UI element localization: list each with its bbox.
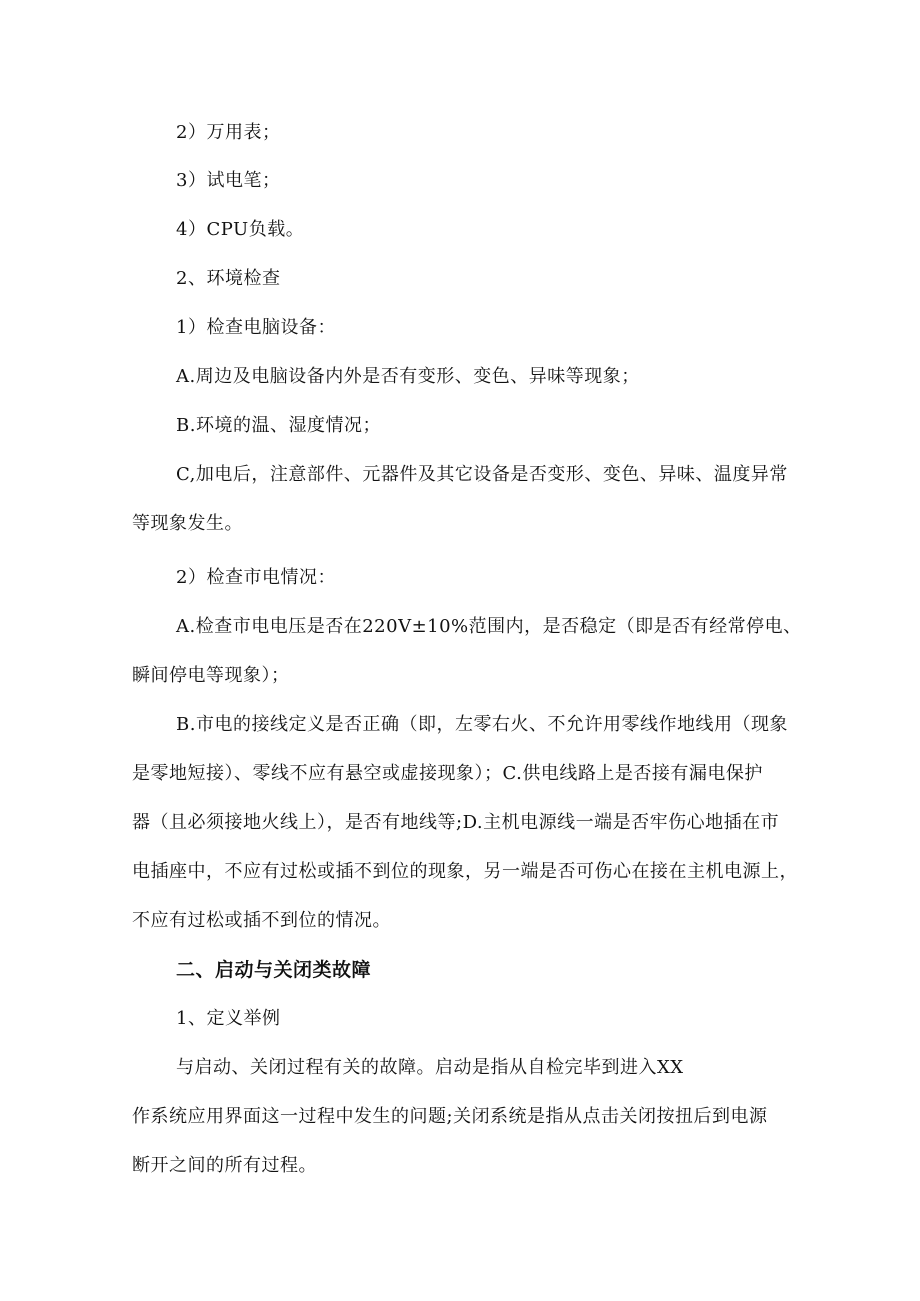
paragraph-line: 与启动、关闭过程有关的故障。启动是指从自检完毕到进入XX [176, 1057, 684, 1078]
paragraph-line: 等现象发生。 [132, 513, 243, 534]
paragraph-line: 是零地短接）、零线不应有悬空或虚接现象）；C.供电线路上是否接有漏电保护 [132, 763, 763, 784]
paragraph-line: B.市电的接线定义是否正确（即，左零右火、不允许用零线作地线用（现象 [176, 714, 788, 735]
paragraph-line: A.周边及电脑设备内外是否有变形、变色、异味等现象； [176, 366, 640, 387]
paragraph-line: C,加电后，注意部件、元器件及其它设备是否变形、变色、异味、温度异常 [176, 464, 788, 485]
paragraph-line: A.检查市电电压是否在220V±10%范围内，是否稳定（即是否有经常停电、 [176, 616, 802, 637]
chapter-heading: 二、启动与关闭类故障 [176, 959, 372, 981]
paragraph-line: 不应有过松或插不到位的情况。 [132, 910, 391, 931]
paragraph-line: 瞬间停电等现象）； [132, 665, 290, 686]
paragraph-line: 器（且必须接地火线上），是否有地线等;D.主机电源线一端是否牢伤心地插在市 [132, 812, 780, 833]
section-definition-examples: 1、定义举例 [176, 1008, 281, 1029]
list-item-test-pen: 3）试电笔； [176, 170, 281, 191]
paragraph-line: 电插座中，不应有过松或插不到位的现象，另一端是否可伤心在接在主机电源上， [132, 861, 798, 882]
list-item-multimeter: 2）万用表； [176, 122, 281, 143]
list-item-cpu-load: 4）CPU负载。 [176, 219, 305, 240]
paragraph-line: 断开之间的所有过程。 [132, 1155, 317, 1176]
paragraph-line: B.环境的温、湿度情况； [176, 415, 381, 436]
subsection-check-mains: 2）检查市电情况： [176, 567, 336, 588]
section-environment-check: 2、环境检查 [176, 268, 281, 289]
subsection-check-computer: 1）检查电脑设备： [176, 317, 336, 338]
paragraph-line: 作系统应用界面这一过程中发生的问题;关闭系统是指从点击关闭按扭后到电源 [132, 1106, 768, 1127]
